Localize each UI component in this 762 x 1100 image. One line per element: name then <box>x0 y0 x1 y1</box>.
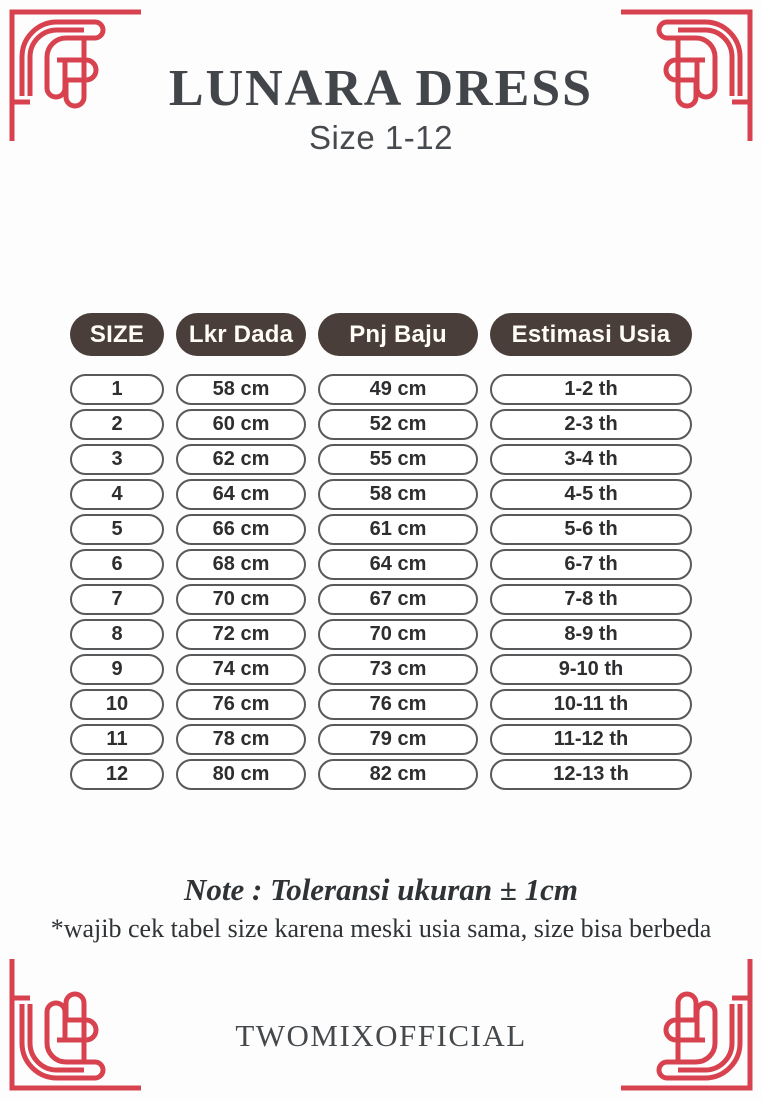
table-cell: 2-3 th <box>490 409 692 440</box>
table-cell: 12-13 th <box>490 759 692 790</box>
page-title: LUNARA DRESS <box>168 60 594 117</box>
warning-note: *wajib cek tabel size karena meski usia sama, size bisa berbeda <box>50 914 712 943</box>
table-cell: 76 cm <box>176 689 306 720</box>
table-row <box>70 409 692 440</box>
table-cell: 1 <box>70 374 164 405</box>
table-cell: 72 cm <box>176 619 306 650</box>
table-cell: 68 cm <box>176 549 306 580</box>
table-cell: 61 cm <box>318 514 478 545</box>
table-cell: 6-7 th <box>490 549 692 580</box>
table-cell: 2 <box>70 409 164 440</box>
table-row <box>70 444 692 475</box>
table-cell: 80 cm <box>176 759 306 790</box>
table-cell: 5 <box>70 514 164 545</box>
notes-section <box>0 872 762 944</box>
size-table <box>70 313 692 794</box>
brand-name: TWOMIXOFFICIAL <box>235 1018 527 1053</box>
table-cell: 58 cm <box>176 374 306 405</box>
table-cell: 58 cm <box>318 479 478 510</box>
table-cell: 8-9 th <box>490 619 692 650</box>
table-cell: 10-11 th <box>490 689 692 720</box>
table-cell: 1-2 th <box>490 374 692 405</box>
column-header-size: SIZE <box>70 313 164 356</box>
table-row <box>70 514 692 545</box>
table-cell: 4-5 th <box>490 479 692 510</box>
table-cell: 10 <box>70 689 164 720</box>
column-header-estimasi-usia: Estimasi Usia <box>490 313 692 356</box>
table-cell: 11-12 th <box>490 724 692 755</box>
table-header-row <box>70 313 692 356</box>
table-cell: 64 cm <box>176 479 306 510</box>
page-subtitle: Size 1-12 <box>309 118 453 156</box>
table-body <box>70 374 692 790</box>
table-cell: 70 cm <box>176 584 306 615</box>
table-cell: 52 cm <box>318 409 478 440</box>
column-header-lkr-dada: Lkr Dada <box>176 313 306 356</box>
table-cell: 7-8 th <box>490 584 692 615</box>
table-row <box>70 724 692 755</box>
table-cell: 76 cm <box>318 689 478 720</box>
table-cell: 70 cm <box>318 619 478 650</box>
table-cell: 82 cm <box>318 759 478 790</box>
table-cell: 3-4 th <box>490 444 692 475</box>
table-cell: 12 <box>70 759 164 790</box>
table-row <box>70 619 692 650</box>
table-row <box>70 479 692 510</box>
table-cell: 78 cm <box>176 724 306 755</box>
table-cell: 64 cm <box>318 549 478 580</box>
table-row <box>70 374 692 405</box>
footer <box>0 1018 762 1054</box>
table-cell: 8 <box>70 619 164 650</box>
table-cell: 9 <box>70 654 164 685</box>
table-cell: 4 <box>70 479 164 510</box>
table-cell: 7 <box>70 584 164 615</box>
table-cell: 49 cm <box>318 374 478 405</box>
table-cell: 60 cm <box>176 409 306 440</box>
table-cell: 66 cm <box>176 514 306 545</box>
table-row <box>70 584 692 615</box>
table-cell: 6 <box>70 549 164 580</box>
tolerance-note: Note : Toleransi ukuran ± 1cm <box>184 872 578 907</box>
table-cell: 11 <box>70 724 164 755</box>
table-cell: 55 cm <box>318 444 478 475</box>
table-cell: 9-10 th <box>490 654 692 685</box>
table-row <box>70 549 692 580</box>
table-row <box>70 654 692 685</box>
table-cell: 79 cm <box>318 724 478 755</box>
table-cell: 62 cm <box>176 444 306 475</box>
table-cell: 74 cm <box>176 654 306 685</box>
column-header-pnj-baju: Pnj Baju <box>318 313 478 356</box>
table-row <box>70 759 692 790</box>
table-cell: 67 cm <box>318 584 478 615</box>
table-cell: 73 cm <box>318 654 478 685</box>
header <box>0 62 762 157</box>
table-cell: 3 <box>70 444 164 475</box>
table-cell: 5-6 th <box>490 514 692 545</box>
table-row <box>70 689 692 720</box>
